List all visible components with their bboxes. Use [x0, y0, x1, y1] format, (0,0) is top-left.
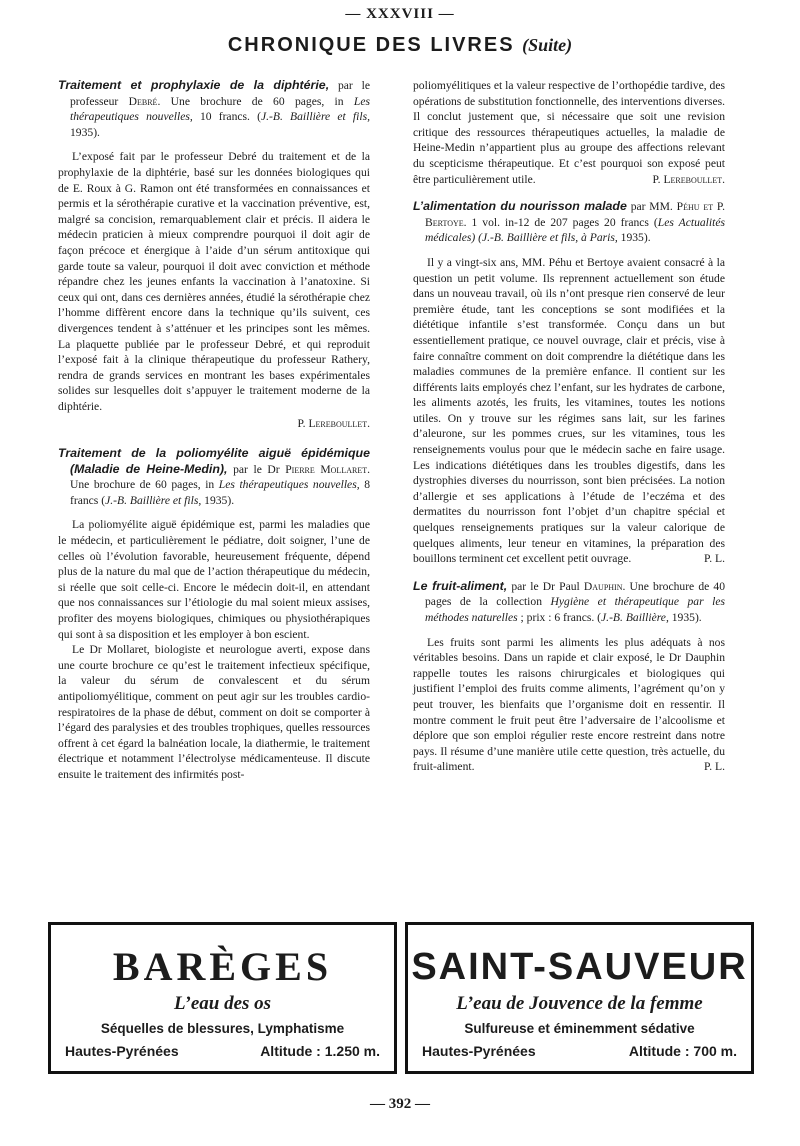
- review-by: par le Dr: [227, 462, 286, 476]
- ad-footer: [422, 1043, 737, 1059]
- review-heading-diphtheria: [58, 78, 370, 140]
- ad-brand: BARÈGES: [112, 944, 333, 989]
- section-title-suite: (Suite): [522, 35, 573, 55]
- ad-tagline: L’eau des os: [173, 993, 272, 1014]
- review-publisher: J.-B. Baillière et fils,: [260, 110, 370, 124]
- review-body-text: Il y a vingt-six ans, MM. Péhu et Bertoye avaient consacré à la question un petit volume. Ils reprennent actuellement son étude dans un nouveau travail, où ils n’ont presque rien conservé de leur première étude, tant les conceptions se sont modifiées et la diététique infantile s’est transformée. Conçu dans un but essentiellement pratique, ce nouvel ouvrage, clair et précis, vise à faire connaître comment on doit comprendre la diététique dans les maladies communes de la première enfance. Il contient sur les différents laits employés chez l’enfant, sur les hydrates de carbone, les aliments azotés, les fruits, les vitamines, toutes les notions utiles. On y trouve sur les régimes sans lait, sur les farines d’aleurone, sur les pommes crues, sur les vitamines, tous les renseignements voulus pour que le médecin sache en faire usage. Les indications diététiques dans les troubles digestifs, dans les dystrophies diverses du nourrisson, sont bien précisées. La notion d’allergie et ses applications à l’étude de l’eczéma et des dermatites du nourrisson font l’objet d’un chapitre spécial et quelques renseignements pratiques sur la valeur calorique de quelques aliments, leur teneur en vitamines, la préparation des bouillons terminent cet excellent petit ouvrage.: [413, 255, 725, 566]
- review-series: Hygiène et thérapeutique par les méthodes naturelles: [425, 595, 726, 624]
- review-body-continued: [413, 78, 725, 187]
- review-year: 1935).: [70, 125, 100, 139]
- right-column: [413, 78, 725, 775]
- review-title: Traitement de la poliomyélite aiguë épidémique (Maladie de Heine-Medin),: [58, 446, 370, 476]
- review-title: Traitement et prophylaxie de la diphtérie,: [58, 78, 330, 92]
- review-year: 1935).: [617, 231, 651, 245]
- ad-bareges: [48, 922, 397, 1074]
- review-desc: . Une brochure de 40 pages de la collection: [425, 579, 726, 609]
- review-by: par le Dr Paul: [507, 579, 584, 593]
- ad-altitude: Altitude : 1.250 m.: [260, 1043, 380, 1059]
- review-by: par MM.: [626, 200, 677, 214]
- review-body: La poliomyélite aiguë épidémique est, parmi les maladies que le médecin, et particulièrement le pédiatre, doit soigner, l’une de celles où l’évolution favorable, heureusement fréquente, dépend plus de la nature du mal que de l’action thérapeutique du médecin, si réelle que soit celle-ci. Encore le médecin doit-il, en attendant que nos connaissances sur l’étiologie du mal soient mieux assises, profiter des moyens biologiques, chimiques ou physiothérapiques qui sont à sa disposition et les employer à bon escient.: [58, 518, 370, 641]
- review-signature: P. L.: [704, 552, 725, 566]
- review-desc: . 1 vol. in-12 de 207 pages 20 francs (: [463, 215, 658, 229]
- review-desc: . Une brochure de 60 pages, in: [70, 462, 371, 492]
- review-heading-fruit: [413, 579, 725, 626]
- review-body: [413, 255, 725, 567]
- review-body: [413, 635, 725, 775]
- review-publisher: ) (J.-B. Baillière et fils, à Paris,: [471, 231, 618, 245]
- review-author: Péhu et P. Bertoye: [425, 200, 725, 229]
- ad-subtitle: Séquelles de blessures, Lymphatisme: [100, 1021, 345, 1036]
- review-desc: . Une brochure de 60 pages, in: [157, 94, 354, 108]
- page-number: — 392 —: [370, 1096, 430, 1112]
- review-series: Les Actualités médicales: [425, 215, 725, 245]
- review-publisher: J.-B. Baillière,: [601, 611, 669, 624]
- review-price: ; prix : 6 francs. (: [517, 611, 602, 624]
- review-body: Le Dr Mollaret, biologiste et neurologue averti, expose dans une courte brochure ce qu’est le traitement infectieux spécifique, la valeur du sérum de convalescent et du sérum antipoliomyélitique, comment on peut agir sur les troubles cardio-respiratoires de la phase de début, comment on doit se comporter à l’égard des paralysies et des troubles trophiques, quelles ressources offrent à cet égard la balnéation locale, la diathermie, le traitement électrique et notamment l’électrolyse médicamenteuse. Il discute ensuite le traitement des infirmités post-: [58, 643, 370, 781]
- review-series: Les thérapeutiques nouvelles,: [218, 478, 360, 492]
- review-year: 1935).: [668, 611, 702, 624]
- left-column: [58, 78, 370, 783]
- review-title: Le fruit-aliment,: [413, 578, 508, 593]
- review-publisher: J.-B. Baillière et fils,: [105, 493, 202, 507]
- review-body-text: Les fruits sont parmi les aliments les plus adéquats à nos véritables besoins. Dans un rapide et clair exposé, le Dr Dauphin rappelle toutes les raisons chirurgicales et biologiques qui justifient l’emploi des fruits comme aliments, l’agrément qu’on y peut trouver, les bienfaits que l’organisme doit en ressentir. Il montre comment le fruit peut être l’adversaire de l’alcoolisme et déplore que son emploi régulier reste encore restreint dans notre pays. Il résume d’une manière utile cette question, très actuelle, du fruit-aliment.: [413, 635, 725, 774]
- section-title-text: CHRONIQUE DES LIVRES: [227, 34, 515, 56]
- ad-brand: SAINT-SAUVEUR: [411, 946, 748, 988]
- ad-altitude: Altitude : 700 m.: [628, 1043, 737, 1059]
- review-body: L’exposé fait par le professeur Debré du traitement et de la prophylaxie de la diphtérie, basé sur les données biologiques qui de E. Roux à G. Ramon ont été transformées en connaissances et permis et la sérothérapie curative et la vaccination préventive, est, malgré sa concision, remarquablement clair et précis. Il aidera le médecin praticien à mieux comprendre pourquoi il doit agir de façon précoce et énergique à l’aide d’un sérum antitoxique qui garde toute sa valeur, pourquoi il doit avec conviction et méthode répandre chez les jeunes enfants la vaccination à l’anatoxine. Si ceux qui ont, dans ces dernières années, étudié la sérothérapie chez l’homme diffèrent encore dans la technique qu’ils suivent, ces divergences tendent à s’atténuer et les principes sont les mêmes. La plaquette publiée par le professeur Debré, et qui reproduit l’exposé fait à la clinique thérapeutique du professeur Rathery, rendra de grands services en montrant les bases expérimentales solides sur lesquelles doit s’appuyer le traitement moderne de la diphtérie.: [58, 150, 370, 413]
- ad-region: Hautes-Pyrénées: [422, 1043, 536, 1059]
- ad-subtitle: Sulfureuse et éminemment sédative: [464, 1021, 695, 1036]
- review-year: 1935).: [201, 493, 235, 507]
- review-author: Dauphin: [583, 579, 623, 593]
- advertisements: [48, 922, 754, 1074]
- review-heading-poliomyelitis: [58, 446, 370, 508]
- review-signature: P. L.: [704, 760, 725, 774]
- review-author: Pierre Mollaret: [285, 462, 368, 476]
- ad-footer: [65, 1043, 380, 1059]
- ad-saint-sauveur: [405, 922, 754, 1074]
- page-roman-numeral: — XXXVIII —: [345, 6, 455, 22]
- review-signature: P. Lereboullet.: [652, 172, 725, 186]
- review-price: 10 francs. (: [192, 110, 261, 124]
- section-title: [0, 34, 800, 57]
- review-title: L’alimentation du nourisson malade: [413, 199, 627, 214]
- review-series: Les thérapeutiques nouvelles,: [70, 94, 370, 124]
- review-author: Debré: [128, 94, 158, 108]
- ad-region: Hautes-Pyrénées: [65, 1043, 179, 1059]
- review-continued-text: poliomyélitiques et la valeur respective de l’orthopédie tardive, des opérations de substitution fonctionnelle, des interventions diverses. Il conclut justement que, si nécessaire que soit une revision critique des ressources thérapeutiques actuelles, la maladie de Heine-Medin n’appartient plus au groupe des affections relevant du scepticisme thérapeutique. Et c’est pourquoi son exposé peut être particulièrement utile.: [413, 79, 725, 186]
- review-price: 8 francs (: [70, 478, 370, 507]
- ad-tagline: L’eau de Jouvence de la femme: [456, 993, 703, 1014]
- review-by: par le professeur: [70, 79, 370, 108]
- review-heading-alimentation: [413, 199, 725, 246]
- review-signature: P. Lereboullet.: [297, 417, 370, 431]
